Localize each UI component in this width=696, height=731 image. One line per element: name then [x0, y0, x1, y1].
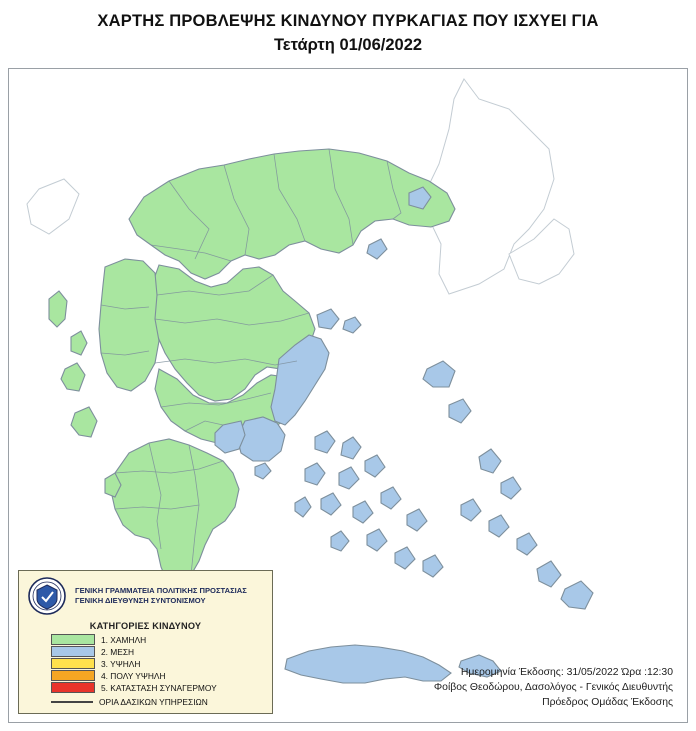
legend-rows: [25, 634, 266, 693]
legend-item: [25, 670, 266, 681]
author-name: Φοίβος Θεοδώρου, Δασολόγος - Γενικός Διευθυντής: [433, 682, 673, 693]
legend-label-2: 2. ΜΕΣΗ: [101, 646, 135, 657]
page-title: [0, 10, 696, 56]
legend-swatch-1: [51, 634, 95, 645]
legend-swatch-5: [51, 682, 95, 693]
org-line-2: ΓΕΝΙΚΗ ΔΙΕΥΘΥΝΣΗ ΣΥΝΤΟΝΙΣΜΟΥ: [75, 596, 206, 605]
legend-label-5: 5. ΚΑΤΑΣΤΑΣΗ ΣΥΝΑΓΕΡΜΟΥ: [101, 682, 217, 693]
legend-label-4: 4. ΠΟΛΥ ΥΨΗΛΗ: [101, 670, 166, 681]
credits-block: [434, 665, 673, 710]
boundary-line-icon: [51, 701, 93, 703]
title-line-2: Τετάρτη 01/06/2022: [273, 36, 423, 54]
legend: [18, 570, 273, 714]
legend-item: [25, 658, 266, 669]
legend-item: [25, 646, 266, 657]
legend-swatch-3: [51, 658, 95, 669]
legend-swatch-4: [51, 670, 95, 681]
legend-item: [25, 682, 266, 693]
legend-organization: [75, 586, 247, 606]
map-frame: [8, 68, 688, 723]
issue-datetime: Ημερομηνία Έκδοσης: 31/05/2022 Ώρα :12:30: [460, 667, 673, 678]
legend-header: [25, 576, 266, 616]
title-line-1: ΧΑΡΤΗΣ ΠΡΟΒΛΕΨΗΣ ΚΙΝΔΥΝΟΥ ΠΥΡΚΑΓΙΑΣ ΠΟΥ ΙΣΧΥΕΙ ΓΙΑ: [97, 12, 599, 30]
legend-item: [25, 634, 266, 645]
legend-boundary-label: ΟΡΙΑ ΔΑΣΙΚΩΝ ΥΠΗΡΕΣΙΩΝ: [99, 697, 208, 707]
legend-label-3: 3. ΥΨΗΛΗ: [101, 658, 141, 669]
legend-title: ΚΑΤΗΓΟΡΙΕΣ ΚΙΝΔΥΝΟΥ: [89, 621, 202, 631]
legend-swatch-2: [51, 646, 95, 657]
civil-protection-logo-icon: [25, 576, 69, 616]
org-line-1: ΓΕΝΙΚΗ ΓΡΑΜΜΑΤΕΙΑ ΠΟΛΙΤΙΚΗΣ ΠΡΟΣΤΑΣΙΑΣ: [75, 586, 247, 595]
legend-boundary-item: [25, 697, 266, 707]
author-role: Πρόεδρος Ομάδας Έκδοσης: [542, 697, 673, 708]
legend-label-1: 1. ΧΑΜΗΛΗ: [101, 634, 147, 645]
